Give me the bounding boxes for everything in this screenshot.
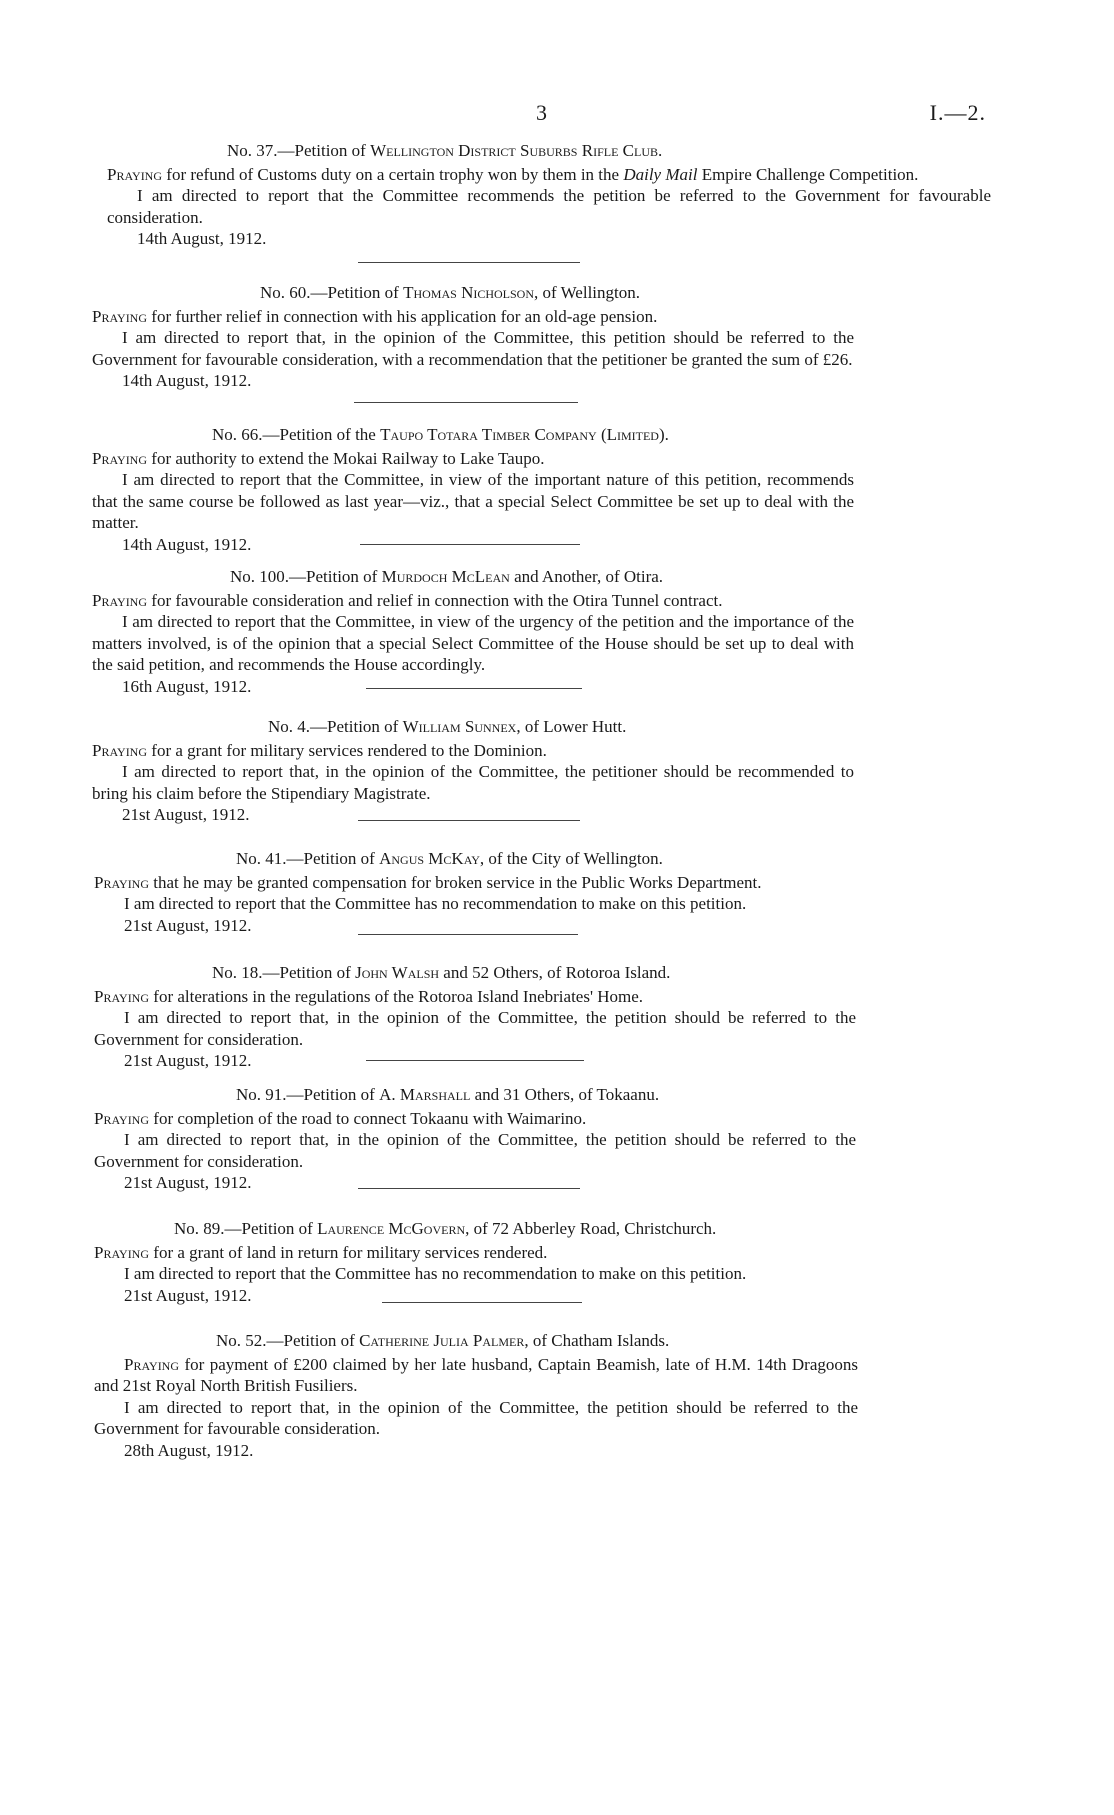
petition-title: No. 41.—Petition of Angus McKay, of the City of Wellington. [236, 849, 663, 868]
petition-entry [94, 962, 856, 1072]
section-divider [354, 402, 578, 403]
praying-paragraph: Praying for a grant of land in return for military services rendered. [94, 1242, 548, 1262]
petition-title: No. 37.—Petition of Wellington District Suburbs Rifle Club. [227, 141, 663, 160]
petition-entry [94, 1218, 856, 1306]
petitioner-name: William Sunnex [402, 717, 517, 736]
section-divider [366, 1060, 584, 1061]
petition-title: No. 89.—Petition of Laurence McGovern, of 72 Abberley Road, Christchurch. [174, 1219, 717, 1238]
report-paragraph: I am directed to report that, in the opinion of the Committee, the petition should be referred to the Government for consideration. [94, 1008, 856, 1049]
section-divider [382, 1302, 582, 1303]
report-paragraph: I am directed to report that the Committee, in view of the urgency of the petition and the importance of the matters involved, is of the opinion that a special Select Committee of the House should be set up to deal with the said petition, and recommends the House accordingly. [92, 612, 854, 674]
report-paragraph: I am directed to report that the Committee, in view of the important nature of this petition, recommends that the same course be followed as last year—viz., that a special Select Committee be set up to deal with the matter. [92, 470, 854, 532]
section-divider [358, 820, 580, 821]
petition-title: No. 60.—Petition of Thomas Nicholson, of Wellington. [260, 283, 640, 302]
section-divider [358, 1188, 580, 1189]
petitioner-name: A. Marshall [379, 1085, 471, 1104]
petition-title: No. 52.—Petition of Catherine Julia Palmer, of Chatham Islands. [216, 1331, 670, 1350]
petition-title: No. 91.—Petition of A. Marshall and 31 Others, of Tokaanu. [236, 1085, 660, 1104]
petition-title: No. 4.—Petition of William Sunnex, of Lower Hutt. [268, 717, 627, 736]
report-date: 21st August, 1912. [124, 1285, 252, 1305]
petitioner-name: Wellington District Suburbs Rifle Club [370, 141, 658, 160]
page-number: 3 [536, 100, 547, 125]
praying-paragraph: Praying that he may be granted compensation for broken service in the Public Works Department. [94, 872, 762, 892]
petition-entry [92, 566, 854, 697]
praying-paragraph: Praying for authority to extend the Mokai Railway to Lake Taupo. [92, 448, 545, 468]
petitioner-name: Laurence McGovern [317, 1219, 466, 1238]
petition-entry [94, 1084, 856, 1194]
section-divider [360, 544, 580, 545]
petition-entry [92, 424, 854, 555]
petitioner-name: Thomas Nicholson [403, 283, 535, 302]
document-reference: I.—2. [929, 100, 986, 125]
report-date: 14th August, 1912. [137, 229, 267, 248]
petitioner-name: Murdoch McLean [381, 567, 510, 586]
praying-paragraph: Praying for a grant for military services rendered to the Dominion. [92, 740, 547, 760]
report-paragraph: I am directed to report that the Committee recommends the petition be referred to the Government for favourable consideration. [107, 186, 991, 227]
petition-title: No. 100.—Petition of Murdoch McLean and Another, of Otira. [230, 567, 664, 586]
petition-title: No. 66.—Petition of the Taupo Totara Timber Company (Limited). [212, 425, 669, 444]
petition-entry [94, 1330, 858, 1461]
petitioner-name: Angus McKay [379, 849, 480, 868]
report-date: 21st August, 1912. [124, 1051, 252, 1070]
section-divider [358, 262, 580, 263]
report-paragraph: I am directed to report that the Committee has no recommendation to make on this petition. [124, 894, 747, 913]
petition-entry [107, 140, 991, 250]
report-paragraph: I am directed to report that the Committee has no recommendation to make on this petition. [124, 1264, 747, 1283]
report-date: 21st August, 1912. [124, 1173, 252, 1192]
report-paragraph: I am directed to report that, in the opinion of the Committee, the petitioner should be recommended to bring his claim before the Stipendiary Magistrate. [92, 762, 854, 803]
petitioner-name: Catherine Julia Palmer [359, 1331, 525, 1350]
report-date: 28th August, 1912. [124, 1440, 254, 1460]
report-date: 21st August, 1912. [124, 915, 252, 935]
petitioner-name: John Walsh [355, 963, 440, 982]
praying-paragraph: Praying for alterations in the regulations of the Rotoroa Island Inebriates' Home. [94, 986, 644, 1006]
praying-paragraph: Praying for favourable consideration and relief in connection with the Otira Tunnel contract. [92, 590, 723, 610]
section-divider [358, 934, 578, 935]
page-header [0, 100, 1114, 130]
report-paragraph: I am directed to report that, in the opinion of the Committee, this petition should be referred to the Government for favourable consideration, with a recommendation that the petitioner be granted the sum of £26. [92, 328, 854, 369]
petitioner-name: Taupo Totara Timber Company (Limited) [380, 425, 665, 444]
petition-entry [94, 848, 854, 936]
petition-entry [92, 716, 854, 826]
petition-title: No. 18.—Petition of John Walsh and 52 Others, of Rotoroa Island. [212, 963, 671, 982]
report-date: 21st August, 1912. [122, 805, 250, 824]
section-divider [366, 688, 582, 689]
report-paragraph: I am directed to report that, in the opinion of the Committee, the petition should be referred to the Government for consideration. [94, 1130, 856, 1171]
report-date: 14th August, 1912. [122, 371, 252, 390]
praying-paragraph: Praying for further relief in connection with his application for an old-age pension. [92, 306, 658, 326]
report-date: 16th August, 1912. [122, 676, 252, 696]
praying-paragraph: Praying for refund of Customs duty on a certain trophy won by them in the Daily Mail Empire Challenge Competition. [107, 164, 919, 184]
praying-paragraph: Praying for payment of £200 claimed by her late husband, Captain Beamish, late of H.M. 14th Dragoons and 21st Royal North British Fusiliers. [94, 1354, 858, 1395]
report-date: 14th August, 1912. [122, 534, 252, 554]
praying-paragraph: Praying for completion of the road to connect Tokaanu with Waimarino. [94, 1108, 587, 1128]
petition-entry [92, 282, 854, 392]
report-paragraph: I am directed to report that, in the opinion of the Committee, the petition should be referred to the Government for favourable consideration. [94, 1397, 858, 1438]
